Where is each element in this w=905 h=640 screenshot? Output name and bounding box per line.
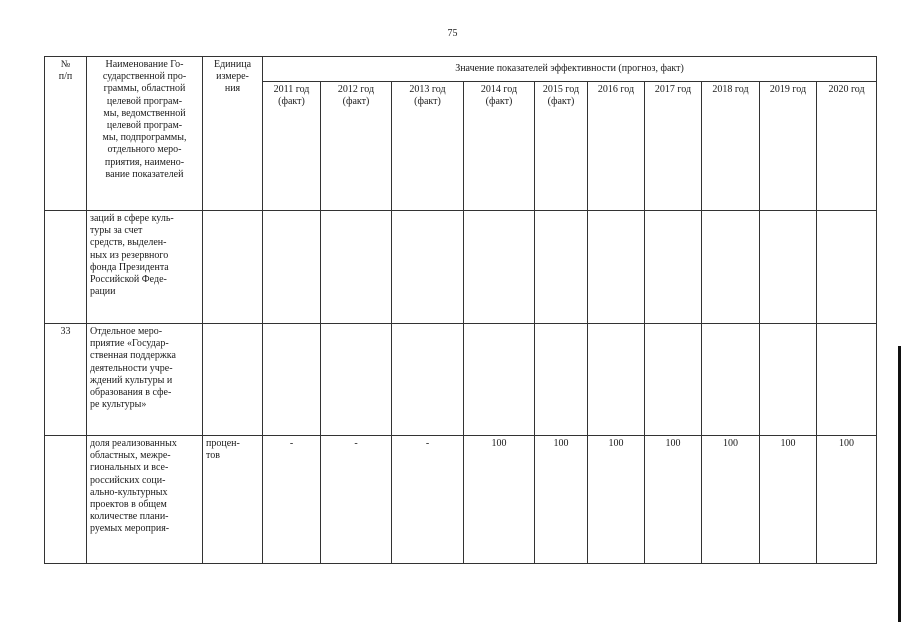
row-value xyxy=(760,324,817,436)
table-row xyxy=(45,211,877,324)
row-value xyxy=(588,211,645,324)
row-value xyxy=(464,211,535,324)
row-value: - xyxy=(392,436,464,564)
row-value xyxy=(392,324,464,436)
table-row xyxy=(45,436,877,564)
row-value: 100 xyxy=(535,436,588,564)
header-year: 2019 год xyxy=(760,82,817,211)
header-num: № п/п xyxy=(45,57,87,211)
row-value: - xyxy=(321,436,392,564)
row-name: заций в сфере куль- туры за счет средств, выделен- ных из резервного фонда Президента Российской Феде- рации xyxy=(87,211,203,324)
header-year: 2011 год (факт) xyxy=(263,82,321,211)
row-value xyxy=(535,324,588,436)
row-value xyxy=(760,211,817,324)
row-name: Отдельное меро- приятие «Государ- ственная поддержка деятельности учре- ждений культуры и образования в сфе- ре культуры» xyxy=(87,324,203,436)
row-value: 100 xyxy=(702,436,760,564)
scan-edge-mark xyxy=(898,346,901,622)
row-value: 100 xyxy=(645,436,702,564)
header-year: 2012 год (факт) xyxy=(321,82,392,211)
row-value xyxy=(817,211,877,324)
row-value xyxy=(588,324,645,436)
header-year: 2017 год xyxy=(645,82,702,211)
row-value xyxy=(702,211,760,324)
page-number: 75 xyxy=(447,28,458,39)
row-value xyxy=(392,211,464,324)
row-value xyxy=(263,324,321,436)
header-year: 2015 год (факт) xyxy=(535,82,588,211)
header-name: Наименование Го- сударственной про- граммы, областной целевой програм- мы, ведомственной целевой програм- мы, подпрограммы, отдельного меро- приятия, наимено- вание показателей xyxy=(87,57,203,211)
header-year: 2018 год xyxy=(702,82,760,211)
header-values-group: Значение показателей эффективности (прогноз, факт) xyxy=(263,57,877,82)
header-year: 2016 год xyxy=(588,82,645,211)
row-num xyxy=(45,436,87,564)
table-row xyxy=(45,324,877,436)
row-value xyxy=(535,211,588,324)
row-value xyxy=(321,324,392,436)
row-name: доля реализованных областных, межре- гиональных и все- российских соци- ально-культурных проектов в общем количестве плани- руемых мероприя- xyxy=(87,436,203,564)
efficiency-indicators-table xyxy=(44,56,877,564)
row-num xyxy=(45,211,87,324)
row-value: 100 xyxy=(817,436,877,564)
row-value xyxy=(263,211,321,324)
row-num: 33 xyxy=(45,324,87,436)
row-value xyxy=(702,324,760,436)
row-value: 100 xyxy=(760,436,817,564)
row-value xyxy=(645,211,702,324)
header-year: 2013 год (факт) xyxy=(392,82,464,211)
row-value: - xyxy=(263,436,321,564)
row-value: 100 xyxy=(464,436,535,564)
row-unit xyxy=(203,211,263,324)
header-unit: Единица измере- ния xyxy=(203,57,263,211)
row-value xyxy=(464,324,535,436)
row-value xyxy=(817,324,877,436)
row-value: 100 xyxy=(588,436,645,564)
header-row-top xyxy=(45,57,877,82)
row-value xyxy=(321,211,392,324)
row-unit: процен- тов xyxy=(203,436,263,564)
row-unit xyxy=(203,324,263,436)
header-year: 2020 год xyxy=(817,82,877,211)
row-value xyxy=(645,324,702,436)
header-year: 2014 год (факт) xyxy=(464,82,535,211)
